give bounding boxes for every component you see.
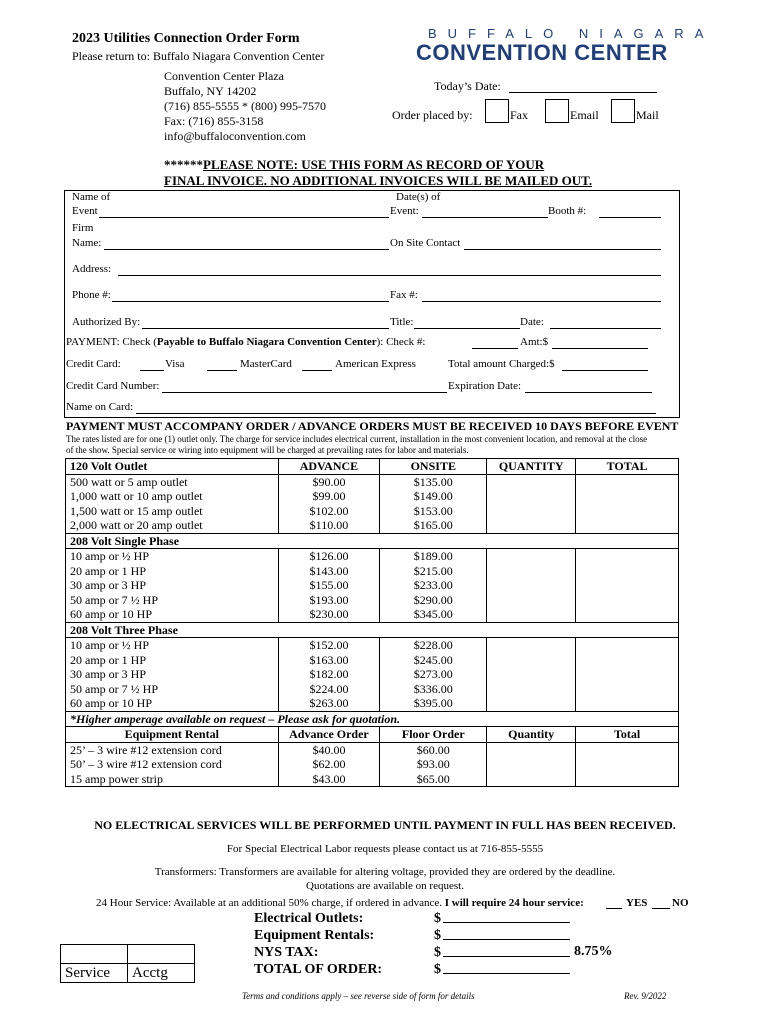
rates-note-1: The rates listed are for one (1) outlet only. The charge for service includes electrical current, installation in the most convenient location, and removal at the close <box>66 434 648 444</box>
payment-line: PAYMENT: Check (Payable to Buffalo Niagara Convention Center): Check #: <box>66 336 426 348</box>
quantity-cell[interactable] <box>487 549 576 623</box>
date-field[interactable] <box>550 328 661 329</box>
todays-date-label: Today’s Date: <box>434 79 501 93</box>
total-charged-label: Total amount Charged:$ <box>448 358 555 370</box>
credit-card-label: Credit Card: <box>66 358 121 370</box>
event-dates-label: Event: <box>390 205 419 217</box>
no-label: NO <box>672 897 689 909</box>
name-on-card-label: Name on Card: <box>66 401 134 413</box>
rates-note-2: of the show. Special service or wiring into equipment will be charged at prevailing rates for labor and materials. <box>66 445 469 455</box>
hour24-line: 24 Hour Service: Available at an additional 50% charge, if ordered in advance. I will require 24 hour service: <box>96 897 584 909</box>
quantity-cell[interactable] <box>487 474 576 533</box>
payment-notice: PAYMENT MUST ACCOMPANY ORDER / ADVANCE ORDERS MUST BE RECEIVED 10 DAYS BEFORE EVENT <box>66 419 679 433</box>
equipment-header-row: Equipment Rental Advance Order Floor Order Quantity Total <box>66 727 679 743</box>
higher-amp-note: *Higher amperage available on request – Please ask for quotation. <box>66 711 679 727</box>
firm-name-label: Name: <box>72 237 102 249</box>
event-name-field[interactable] <box>99 217 389 218</box>
logo-top: BUFFALO NIAGARA <box>428 26 715 41</box>
transformers-note-1: Transformers: Transformers are available for altering voltage, provided they are ordered by the deadline. <box>154 866 616 878</box>
onsite-contact-field[interactable] <box>464 249 661 250</box>
table-row: 25’ – 3 wire #12 extension cord 50’ – 3 wire #12 extension cord 15 amp power strip $40.00 $62.00 $43.00 $60.00 $93.00 $65.00 <box>66 742 679 787</box>
fax-checkbox[interactable] <box>485 99 509 123</box>
cc-number-field[interactable] <box>162 392 447 393</box>
tax-rate: 8.75% <box>574 944 613 959</box>
totals-labels: Electrical Outlets: Equipment Rentals: NYS TAX: TOTAL OF ORDER: <box>254 911 383 977</box>
email-checkbox[interactable] <box>545 99 569 123</box>
office-use-table <box>60 944 195 983</box>
mastercard-field[interactable] <box>207 370 237 371</box>
todays-date-field[interactable] <box>509 92 657 93</box>
fax-option-label: Fax <box>510 108 528 122</box>
revision: Rev. 9/2022 <box>624 991 667 1001</box>
rates-header-row: 120 Volt Outlet ADVANCE ONSITE QUANTITY TOTAL <box>66 459 679 475</box>
terms-note: Terms and conditions apply – see reverse side of form for details <box>242 991 475 1001</box>
no-field[interactable] <box>652 908 670 909</box>
total-of-order-field[interactable] <box>443 973 570 974</box>
equipment-rentals-total-field[interactable] <box>443 939 570 940</box>
onsite-contact-label: On Site Contact <box>390 237 461 249</box>
acctg-cell: Acctg <box>128 964 195 983</box>
table-row: 10 amp or ½ HP 20 amp or 1 HP 30 amp or 3 HP 50 amp or 7 ½ HP 60 amp or 10 HP $126.00 $143.00 $155.00 $193.00 $230.00 $189.00 $215.00 $233.00 $290.00 $345.00 <box>66 549 679 623</box>
event-dates-field[interactable] <box>422 217 548 218</box>
special-labor-note: For Special Electrical Labor requests please contact us at 716-855-5555 <box>226 843 544 855</box>
table-row: 10 amp or ½ HP 20 amp or 1 HP 30 amp or 3 HP 50 amp or 7 ½ HP 60 amp or 10 HP $152.00 $163.00 $182.00 $224.00 $263.00 $228.00 $245.00 $273.00 $336.00 $395.00 <box>66 638 679 712</box>
quantity-cell[interactable] <box>487 638 576 712</box>
mastercard-label: MasterCard <box>240 358 292 370</box>
authorized-by-label: Authorized By: <box>72 316 141 328</box>
yes-field[interactable] <box>606 908 622 909</box>
table-row: 500 watt or 5 amp outlet 1,000 watt or 10 amp outlet 1,500 watt or 15 amp outlet 2,000 watt or 20 amp outlet $90.00 $99.00 $102.00 $110.00 $135.00 $149.00 $153.00 $165.00 <box>66 474 679 533</box>
address-label: Address: <box>72 263 112 275</box>
notice-line-2: FINAL INVOICE. NO ADDITIONAL INVOICES WILL BE MAILED OUT. <box>164 173 593 188</box>
booth-label: Booth #: <box>548 205 587 217</box>
check-number-field[interactable] <box>472 348 518 349</box>
title-field[interactable] <box>414 328 520 329</box>
amount-field[interactable] <box>552 348 648 349</box>
no-services-notice: NO ELECTRICAL SERVICES WILL BE PERFORMED UNTIL PAYMENT IN FULL HAS BEEN RECEIVED. <box>94 818 676 832</box>
date-label: Date: <box>520 316 544 328</box>
expiration-field[interactable] <box>525 392 652 393</box>
rates-table <box>65 458 679 787</box>
totals-dollar-signs: $ $ $ $ <box>434 911 441 977</box>
mail-option-label: Mail <box>636 108 659 122</box>
return-to: Please return to: Buffalo Niagara Convention Center <box>72 49 325 63</box>
email-option-label: Email <box>570 108 599 122</box>
logo-bottom: CONVENTION CENTER <box>416 40 668 65</box>
visa-field[interactable] <box>140 370 164 371</box>
total-cell[interactable] <box>576 742 679 787</box>
service-cell: Service <box>61 964 128 983</box>
visa-label: Visa <box>165 358 185 370</box>
booth-field[interactable] <box>599 217 661 218</box>
name-of-label: Name of <box>72 191 111 203</box>
fax-field[interactable] <box>422 301 661 302</box>
center-address: Convention Center Plaza Buffalo, NY 14202 (716) 855-5555 * (800) 995-7570 Fax: (716) 855-3158 info@buffaloconvention.com <box>164 69 326 143</box>
order-placed-label: Order placed by: <box>392 108 473 122</box>
address-field[interactable] <box>118 275 661 276</box>
amount-label: Amt:$ <box>520 336 549 348</box>
yes-label: YES <box>626 897 648 909</box>
phone-label: Phone #: <box>72 289 111 301</box>
fax-label: Fax #: <box>390 289 418 301</box>
mail-checkbox[interactable] <box>611 99 635 123</box>
cc-number-label: Credit Card Number: <box>66 380 160 392</box>
total-cell[interactable] <box>576 638 679 712</box>
form-title: 2023 Utilities Connection Order Form <box>72 31 300 46</box>
three-phase-title: 208 Volt Three Phase <box>66 622 679 638</box>
total-cell[interactable] <box>576 549 679 623</box>
expiration-label: Expiration Date: <box>448 380 522 392</box>
title-label: Title: <box>390 316 414 328</box>
event-label: Event <box>72 205 98 217</box>
firm-name-field[interactable] <box>104 249 389 250</box>
total-cell[interactable] <box>576 474 679 533</box>
phone-field[interactable] <box>112 301 389 302</box>
total-charged-field[interactable] <box>562 370 648 371</box>
electrical-outlets-total-field[interactable] <box>443 922 570 923</box>
transformers-note-2: Quotations are available on request. <box>306 880 464 892</box>
amex-label: American Express <box>335 358 416 370</box>
dates-of-label: Date(s) of <box>396 191 441 203</box>
amex-field[interactable] <box>302 370 332 371</box>
quantity-cell[interactable] <box>487 742 576 787</box>
authorized-by-field[interactable] <box>142 328 389 329</box>
notice-line-1: ******PLEASE NOTE: USE THIS FORM AS RECORD OF YOUR <box>164 157 545 172</box>
firm-label: Firm <box>72 222 94 234</box>
name-on-card-field[interactable] <box>136 413 656 414</box>
single-phase-title: 208 Volt Single Phase <box>66 533 679 549</box>
nys-tax-field[interactable] <box>443 956 570 957</box>
